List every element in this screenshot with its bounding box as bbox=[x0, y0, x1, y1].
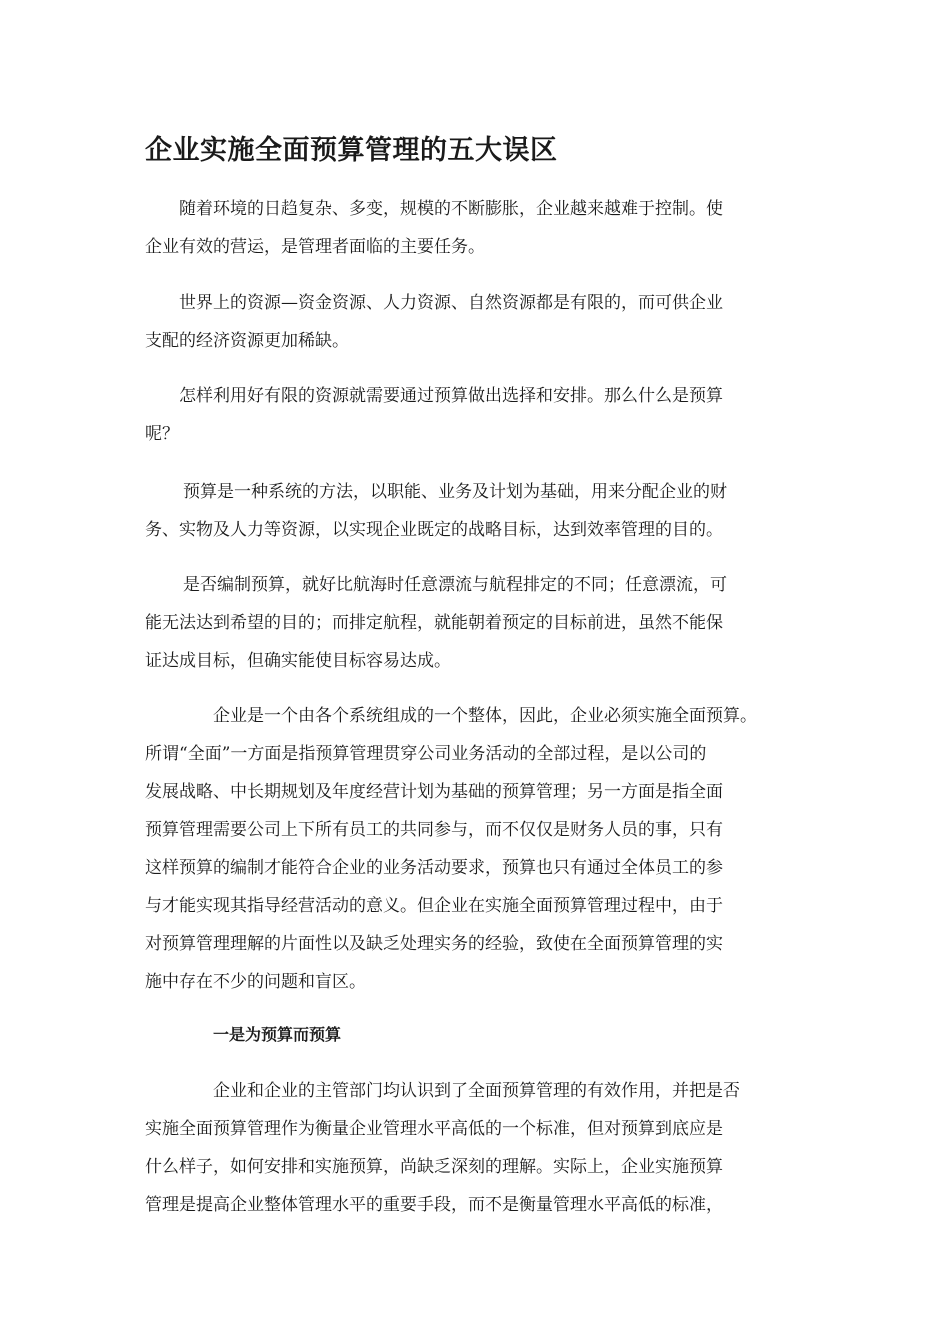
paragraph-line: 施中存在不少的问题和盲区。 bbox=[145, 972, 366, 992]
paragraph-line: 什么样子，如何安排和实施预算，尚缺乏深刻的理解。实际上，企业实施预算 bbox=[145, 1157, 723, 1177]
paragraph-line: 预算管理需要公司上下所有员工的共同参与，而不仅仅是财务人员的事，只有 bbox=[145, 820, 723, 840]
document-title: 企业实施全面预算管理的五大误区 bbox=[145, 135, 558, 166]
paragraph-line: 与才能实现其指导经营活动的意义。但企业在实施全面预算管理过程中，由于 bbox=[145, 896, 723, 916]
paragraph-line: 对预算管理理解的片面性以及缺乏处理实务的经验，致使在全面预算管理的实 bbox=[145, 934, 723, 954]
paragraph-line: 企业有效的营运，是管理者面临的主要任务。 bbox=[145, 237, 485, 257]
paragraph-line: 所谓“全面”一方面是指预算管理贯穿公司业务活动的全部过程，是以公司的 bbox=[145, 744, 707, 764]
paragraph-line: 证达成目标，但确实能使目标容易达成。 bbox=[145, 651, 451, 671]
paragraph-line: 发展战略、中长期规划及年度经营计划为基础的预算管理；另一方面是指全面 bbox=[145, 782, 723, 802]
paragraph-line: 这样预算的编制才能符合企业的业务活动要求，预算也只有通过全体员工的参 bbox=[145, 858, 723, 878]
section-paragraph bbox=[145, 1072, 805, 1224]
paragraph-5 bbox=[145, 566, 805, 680]
paragraph-line: 是否编制预算，就好比航海时任意漂流与航程排定的不同；任意漂流，可 bbox=[183, 575, 727, 595]
paragraph-line: 预算是一种系统的方法，以职能、业务及计划为基础，用来分配企业的财 bbox=[183, 482, 727, 502]
paragraph-line: 管理是提高企业整体管理水平的重要手段，而不是衡量管理水平高低的标准， bbox=[145, 1195, 723, 1215]
paragraph-line: 能无法达到希望的目的；而排定航程，就能朝着预定的目标前进，虽然不能保 bbox=[145, 613, 723, 633]
paragraph-line: 企业和企业的主管部门均认识到了全面预算管理的有效作用，并把是否 bbox=[213, 1081, 740, 1101]
section-heading: 一是为预算而预算 bbox=[213, 1025, 342, 1044]
paragraph-line: 世界上的资源—资金资源、人力资源、自然资源都是有限的，而可供企业 bbox=[179, 293, 723, 313]
paragraph-line: 怎样利用好有限的资源就需要通过预算做出选择和安排。那么什么是预算 bbox=[179, 386, 723, 406]
paragraph-3 bbox=[145, 377, 805, 453]
paragraph-2 bbox=[145, 284, 805, 360]
paragraph-line: 呢？ bbox=[145, 424, 179, 444]
paragraph-line: 实施全面预算管理作为衡量企业管理水平高低的一个标准，但对预算到底应是 bbox=[145, 1119, 723, 1139]
paragraph-line: 支配的经济资源更加稀缺。 bbox=[145, 331, 349, 351]
paragraph-line: 务、实物及人力等资源，以实现企业既定的战略目标，达到效率管理的目的。 bbox=[145, 520, 723, 540]
paragraph-4 bbox=[145, 473, 805, 549]
paragraph-1 bbox=[145, 190, 805, 266]
paragraph-line: 企业是一个由各个系统组成的一个整体，因此，企业必须实施全面预算。 bbox=[213, 706, 757, 726]
paragraph-line: 随着环境的日趋复杂、多变，规模的不断膨胀，企业越来越难于控制。使 bbox=[179, 199, 723, 219]
paragraph-6 bbox=[145, 697, 805, 1001]
